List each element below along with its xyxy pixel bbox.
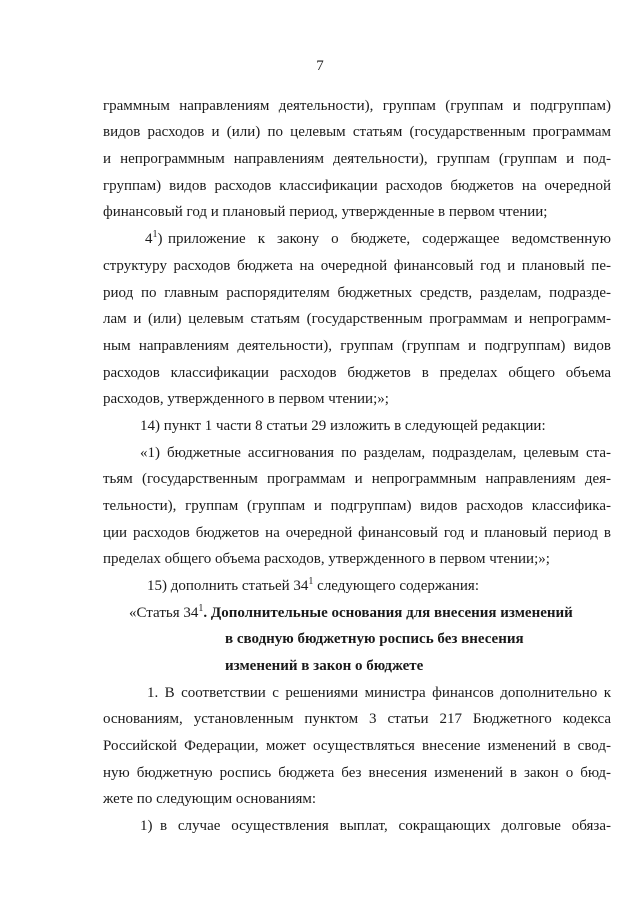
text-line: расходов классификации расходов бюджетов в пределах общего объема — [103, 365, 611, 381]
item-15: 15) дополнить статьей $34^1$ следующего содержания: — [147, 576, 479, 594]
text-line: приложение к закону о бюджете, содержащее ведомственную — [168, 231, 611, 247]
text-line: 14) пункт 1 части 8 статьи 29 изложить в следующей редакции: — [140, 418, 546, 434]
text-line: ную бюджетную роспись бюджета без внесения изменений в закон о бюд- — [103, 765, 611, 781]
text-line: видов расходов и (или) по целевым статьям (государственным программам — [103, 124, 611, 140]
text-line: тьям (государственным программам и непрограммным направлениям дея- — [103, 471, 611, 487]
text-line: тельности), группам (группам и подгруппам) видов расходов классифика- — [103, 498, 611, 514]
text-line: лам и (или) целевым статьям (государственным программам и непрограмм- — [103, 311, 611, 327]
text-line: основаниям, установленным пунктом 3 статьи 217 Бюджетного кодекса — [103, 711, 611, 727]
text-line: ции расходов бюджетов на очередной финансовый год и плановый период в — [103, 525, 611, 541]
item-4-1-marker: $4^1$) — [145, 229, 163, 247]
page-number: 7 — [316, 58, 324, 74]
text-line: пределах общего объема расходов, утвержденного в первом чтении;»; — [103, 551, 550, 567]
text-line: ным направлениям деятельности), группам (группам и подгруппам) видов — [103, 338, 611, 354]
article-heading: «Статья $34^1$. Дополнительные основания для внесения изменений — [129, 603, 573, 621]
text-line: группам) видов расходов классификации расходов бюджетов на очередной — [103, 178, 611, 194]
text-line: и непрограммным направлениям деятельности), группам (группам и под- — [103, 151, 611, 167]
text-line: 1. В соответствии с решениями министра финансов дополнительно к — [147, 685, 611, 701]
text-line: риод по главным распорядителям бюджетных средств, разделам, подразде- — [103, 285, 611, 301]
text-line: структуру расходов бюджета на очередной финансовый год и плановый пе- — [103, 258, 611, 274]
item-1-marker: 1) — [140, 818, 153, 834]
text-line: Российской Федерации, может осуществляться внесение изменений в свод- — [103, 738, 611, 754]
article-heading-line3: изменений в закон о бюджете — [225, 658, 424, 674]
text-line: жете по следующим основаниям: — [103, 791, 317, 807]
text-line: граммным направлениям деятельности), группам (группам и подгруппам) — [103, 98, 611, 114]
text-line: «1) бюджетные ассигнования по разделам, подразделам, целевым ста- — [140, 445, 611, 461]
text-line: финансовый год и плановый период, утвержденные в первом чтении; — [103, 204, 548, 220]
text-line: в случае осуществления выплат, сокращающих долговые обяза- — [160, 818, 611, 834]
text-line: расходов, утвержденного в первом чтении;»; — [103, 391, 389, 407]
article-heading-line2: в сводную бюджетную роспись без внесения — [225, 631, 524, 647]
